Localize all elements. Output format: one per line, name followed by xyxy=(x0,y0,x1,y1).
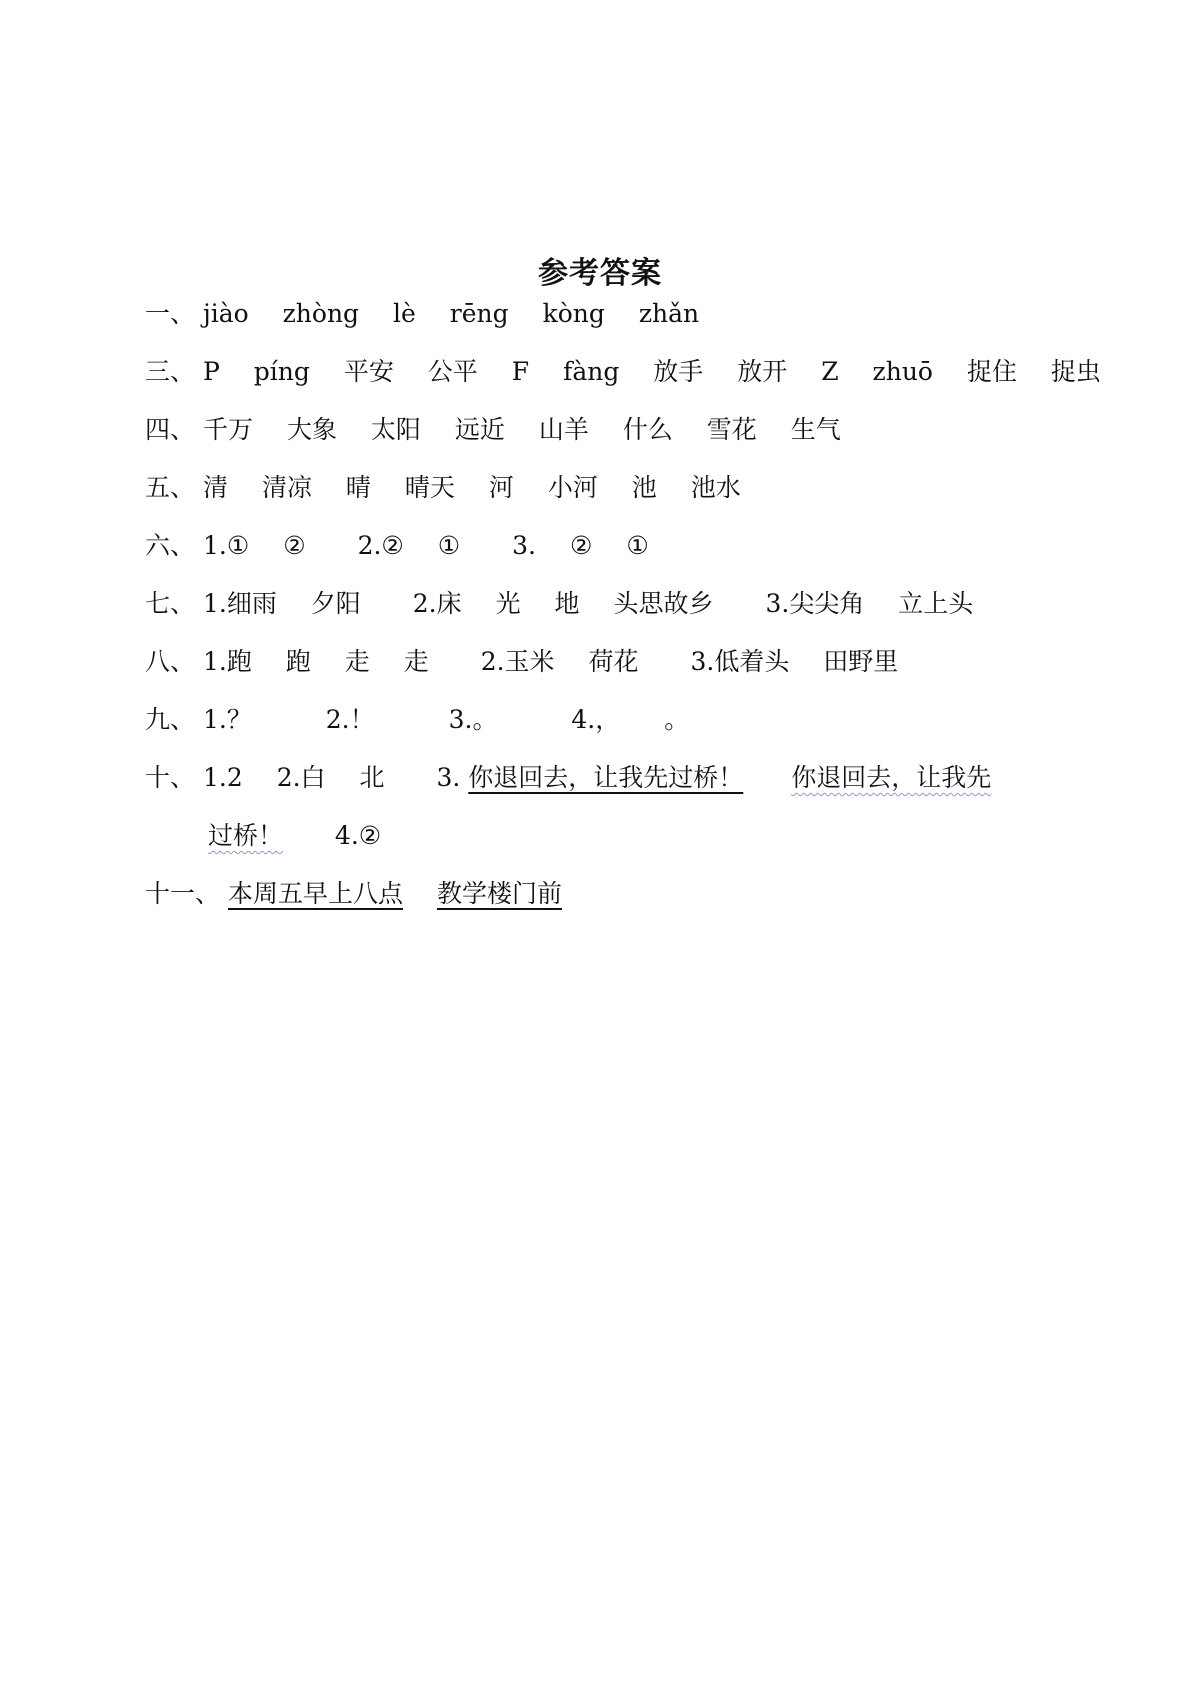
section-number: 八、 xyxy=(145,647,196,676)
section-number: 五、 xyxy=(145,473,196,502)
answer-item: ① xyxy=(626,531,649,560)
answer-item: 3.尖尖角 xyxy=(765,589,865,618)
answer-item: 立上头 xyxy=(898,589,974,618)
answer-item: 远近 xyxy=(454,415,505,444)
answer-item: 2.！ xyxy=(325,705,375,734)
answer-item: 公平 xyxy=(427,357,478,386)
answer-item: ② xyxy=(569,531,593,560)
underlined-answer: 教学楼门前 xyxy=(436,879,562,908)
answer-item: 生气 xyxy=(790,415,841,444)
answer-item: 1.2 xyxy=(202,763,243,792)
section-number: 一、 xyxy=(145,299,196,328)
answer-item: 2.② xyxy=(357,531,404,560)
answer-line-7 xyxy=(145,584,973,624)
answer-line-10-continued xyxy=(200,816,381,856)
answer-item: 池水 xyxy=(690,473,741,502)
answer-item: 大象 xyxy=(286,415,337,444)
answer-item: 太阳 xyxy=(370,415,421,444)
section-number: 十、 xyxy=(145,763,196,792)
answer-item: 山羊 xyxy=(538,415,589,444)
answer-line-10 xyxy=(145,758,991,798)
answer-line-9 xyxy=(145,700,689,740)
answer-item: zhòng xyxy=(282,299,360,328)
answer-item: 荷花 xyxy=(588,647,639,676)
wavy-underlined-answer: 过桥！ xyxy=(207,821,283,850)
answer-item: rēng xyxy=(449,299,509,328)
answer-item: 头思故乡 xyxy=(613,589,714,618)
answer-item: lè xyxy=(393,299,416,328)
answer-line-1 xyxy=(145,294,699,334)
answer-item: ① xyxy=(437,531,461,560)
underlined-answer: 你退回去，让我先过桥！ xyxy=(468,763,744,792)
answer-item: 放开 xyxy=(737,357,788,386)
answer-item: 晴天 xyxy=(404,473,455,502)
answer-item: 走 xyxy=(344,647,370,676)
answer-item: 1.？ xyxy=(202,705,252,734)
answer-item: 晴 xyxy=(345,473,371,502)
answer-item: zhuō xyxy=(872,357,933,386)
answer-item: 河 xyxy=(488,473,514,502)
answer-item: 3.。 xyxy=(448,705,498,734)
answer-item: 4.② xyxy=(334,821,382,850)
answer-item: 1.① xyxy=(202,531,250,560)
section-number: 七、 xyxy=(145,589,196,618)
answer-item: 清 xyxy=(202,473,228,502)
answer-line-11 xyxy=(145,874,562,914)
wavy-underlined-answer: 你退回去，让我先 xyxy=(791,763,992,792)
answer-item: P xyxy=(202,357,220,386)
answer-item: 小河 xyxy=(547,473,598,502)
answer-line-3 xyxy=(145,352,1101,392)
page-title: 参考答案 xyxy=(538,256,662,291)
section-number: 六、 xyxy=(145,531,196,560)
answer-item: píng xyxy=(253,357,310,386)
answer-line-8 xyxy=(145,642,898,682)
answer-item: 雪花 xyxy=(706,415,757,444)
answer-item: 2.白 xyxy=(276,763,326,792)
answer-item: 2.床 xyxy=(412,589,462,618)
answer-item: 清凉 xyxy=(261,473,312,502)
answer-item: 田野里 xyxy=(823,647,899,676)
answer-item: 走 xyxy=(403,647,429,676)
answer-item: 跑 xyxy=(285,647,311,676)
answer-item: 3. xyxy=(436,763,461,792)
answer-item: 4.， xyxy=(571,705,621,734)
answer-item: 。 xyxy=(664,705,690,734)
answer-item: 放手 xyxy=(653,357,704,386)
answer-line-4 xyxy=(145,410,841,450)
answer-item: fàng xyxy=(563,357,620,386)
answer-item: 夕阳 xyxy=(310,589,361,618)
answer-item: F xyxy=(511,357,530,386)
answer-item: 北 xyxy=(359,763,385,792)
answer-item: 捉住 xyxy=(966,357,1017,386)
section-number: 十一、 xyxy=(145,879,221,908)
underlined-answer: 本周五早上八点 xyxy=(227,879,403,908)
answer-item: 光 xyxy=(495,589,521,618)
answer-item: 1.跑 xyxy=(202,647,252,676)
answer-item: 什么 xyxy=(622,415,673,444)
answer-item: 2.玉米 xyxy=(480,647,555,676)
answer-item: jiào xyxy=(202,299,249,328)
answer-item: ② xyxy=(283,531,306,560)
section-number: 九、 xyxy=(145,705,196,734)
answer-item: 3.低着头 xyxy=(690,647,790,676)
answer-line-5 xyxy=(145,468,741,508)
answer-item: kòng xyxy=(542,299,605,328)
answer-item: 3. xyxy=(512,531,537,560)
answer-item: 捉虫 xyxy=(1050,357,1101,386)
answer-item: 千万 xyxy=(202,415,253,444)
answer-item: 池 xyxy=(631,473,657,502)
answer-item: Z xyxy=(821,357,839,386)
answer-line-6 xyxy=(145,526,649,566)
answer-item: 地 xyxy=(554,589,580,618)
answer-item: 1.细雨 xyxy=(202,589,277,618)
section-number: 三、 xyxy=(145,357,196,386)
answer-item: zhǎn xyxy=(638,299,700,328)
answer-item: 平安 xyxy=(343,357,394,386)
section-number: 四、 xyxy=(145,415,196,444)
